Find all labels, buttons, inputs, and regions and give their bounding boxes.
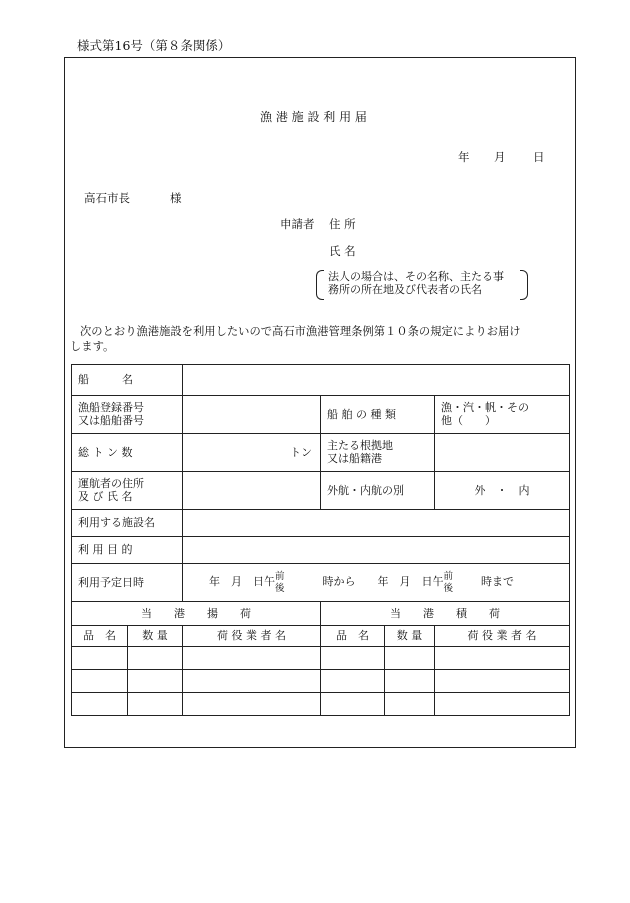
load-item-cell[interactable] bbox=[321, 647, 385, 670]
row-facility bbox=[72, 510, 570, 537]
unload-handler-header: 荷 役 業 者 名 bbox=[183, 626, 321, 647]
load-handler-cell[interactable] bbox=[435, 670, 570, 693]
unload-qty-cell[interactable] bbox=[128, 693, 183, 716]
load-qty-cell[interactable] bbox=[385, 693, 435, 716]
unload-qty-header: 数 量 bbox=[128, 626, 183, 647]
load-item-cell[interactable] bbox=[321, 693, 385, 716]
start-pm: 後 bbox=[275, 582, 285, 594]
unload-handler-cell[interactable] bbox=[183, 647, 321, 670]
corporate-note-text bbox=[328, 271, 504, 297]
load-handler-cell[interactable] bbox=[435, 647, 570, 670]
end-ampm-prefix: 午 bbox=[432, 575, 444, 589]
operator-label bbox=[72, 472, 183, 510]
unload-header: 当 港 揚 荷 bbox=[72, 602, 321, 626]
load-qty-cell[interactable] bbox=[385, 670, 435, 693]
form-title: 漁 港 施 設 利 用 届 bbox=[260, 110, 367, 124]
cargo-row bbox=[72, 670, 570, 693]
load-qty-cell[interactable] bbox=[385, 647, 435, 670]
right-bracket bbox=[520, 270, 528, 300]
start-date: 年 月 日 bbox=[209, 575, 264, 589]
ship-name-label: 船 名 bbox=[72, 365, 183, 396]
intro-line1: 次のとおり漁港施設を利用したいので高石市漁港管理条例第１０条の規定によりお届け bbox=[80, 325, 521, 338]
unload-qty-cell[interactable] bbox=[128, 670, 183, 693]
corporate-note-line1: 法人の場合は、その名称、主たる事 bbox=[328, 270, 504, 283]
facility-value[interactable] bbox=[183, 510, 570, 537]
unload-handler-cell[interactable] bbox=[183, 670, 321, 693]
purpose-label: 利 用 目 的 bbox=[72, 537, 183, 564]
tonnage-value[interactable] bbox=[183, 434, 321, 472]
intro-line2: します。 bbox=[70, 340, 115, 353]
corporate-note bbox=[316, 270, 528, 300]
row-cargo-columns bbox=[72, 626, 570, 647]
operator-value[interactable] bbox=[183, 472, 321, 510]
addressee-name: 高石市長 bbox=[84, 191, 130, 205]
home-port-value[interactable] bbox=[435, 434, 570, 472]
row-tonnage bbox=[72, 434, 570, 472]
start-am: 前 bbox=[275, 571, 285, 583]
cargo-row bbox=[72, 693, 570, 716]
registration-label-line1: 漁船登録番号 bbox=[78, 400, 144, 414]
date-year: 年 bbox=[458, 150, 470, 164]
corporate-note-line2: 務所の所在地及び代表者の氏名 bbox=[328, 282, 482, 296]
operator-label-line1: 運航者の住所 bbox=[78, 476, 144, 490]
row-purpose bbox=[72, 537, 570, 564]
load-header: 当 港 積 荷 bbox=[321, 602, 570, 626]
purpose-value[interactable] bbox=[183, 537, 570, 564]
row-schedule bbox=[72, 564, 570, 602]
row-cargo-headers bbox=[72, 602, 570, 626]
tonnage-label: 総 ト ン 数 bbox=[72, 434, 183, 472]
left-bracket bbox=[316, 270, 324, 300]
row-registration bbox=[72, 396, 570, 434]
facility-label: 利用する施設名 bbox=[72, 510, 183, 537]
form-number: 様式第16号（第８条関係） bbox=[77, 38, 231, 53]
route-type-label: 外航・内航の別 bbox=[321, 472, 435, 510]
start-ampm-prefix: 午 bbox=[264, 575, 275, 589]
unload-item-header: 品 名 bbox=[72, 626, 128, 647]
ship-type-options[interactable] bbox=[435, 396, 570, 434]
unload-handler-cell[interactable] bbox=[183, 693, 321, 716]
schedule-value[interactable] bbox=[183, 564, 570, 602]
unload-qty-cell[interactable] bbox=[128, 647, 183, 670]
date-day: 日 bbox=[533, 150, 545, 164]
usage-table bbox=[71, 364, 570, 716]
registration-value[interactable] bbox=[183, 396, 321, 434]
ship-type-label: 船 舶 の 種 類 bbox=[321, 396, 435, 434]
applicant-label: 申請者 bbox=[280, 217, 315, 231]
load-item-cell[interactable] bbox=[321, 670, 385, 693]
end-pm: 後 bbox=[443, 582, 454, 594]
address-label: 住 所 bbox=[329, 217, 356, 231]
unload-item-cell[interactable] bbox=[72, 670, 128, 693]
ton-unit: トン bbox=[290, 445, 312, 459]
unload-item-cell[interactable] bbox=[72, 693, 128, 716]
ship-name-value[interactable] bbox=[183, 365, 570, 396]
operator-label-line2: 及 び 氏 名 bbox=[78, 489, 133, 503]
end-am: 前 bbox=[443, 571, 454, 583]
end-date: 年 月 日 bbox=[377, 575, 433, 589]
load-qty-header: 数 量 bbox=[385, 626, 435, 647]
schedule-label: 利用予定日時 bbox=[72, 564, 183, 602]
name-label: 氏 名 bbox=[329, 244, 356, 258]
home-port-label-line1: 主たる根拠地 bbox=[327, 438, 393, 452]
row-operator bbox=[72, 472, 570, 510]
home-port-label-line2: 又は船籍港 bbox=[327, 451, 382, 465]
from-text: 時から bbox=[322, 575, 356, 589]
addressee-honorific: 様 bbox=[170, 191, 182, 205]
load-item-header: 品 名 bbox=[321, 626, 385, 647]
ship-type-options-line1: 漁・汽・帆・その bbox=[441, 400, 529, 414]
cargo-row bbox=[72, 647, 570, 670]
registration-label bbox=[72, 396, 183, 434]
registration-label-line2: 又は船舶番号 bbox=[78, 413, 144, 427]
end-ampm bbox=[444, 571, 454, 593]
load-handler-cell[interactable] bbox=[435, 693, 570, 716]
date-month: 月 bbox=[494, 150, 506, 164]
home-port-label bbox=[321, 434, 435, 472]
load-handler-header: 荷 役 業 者 名 bbox=[435, 626, 570, 647]
row-ship-name bbox=[72, 365, 570, 396]
ship-type-options-line2: 他（ ） bbox=[441, 413, 496, 427]
unload-item-cell[interactable] bbox=[72, 647, 128, 670]
until-text: 時まで bbox=[481, 575, 515, 589]
start-ampm bbox=[275, 571, 285, 593]
route-type-options[interactable]: 外 ・ 内 bbox=[435, 472, 570, 510]
